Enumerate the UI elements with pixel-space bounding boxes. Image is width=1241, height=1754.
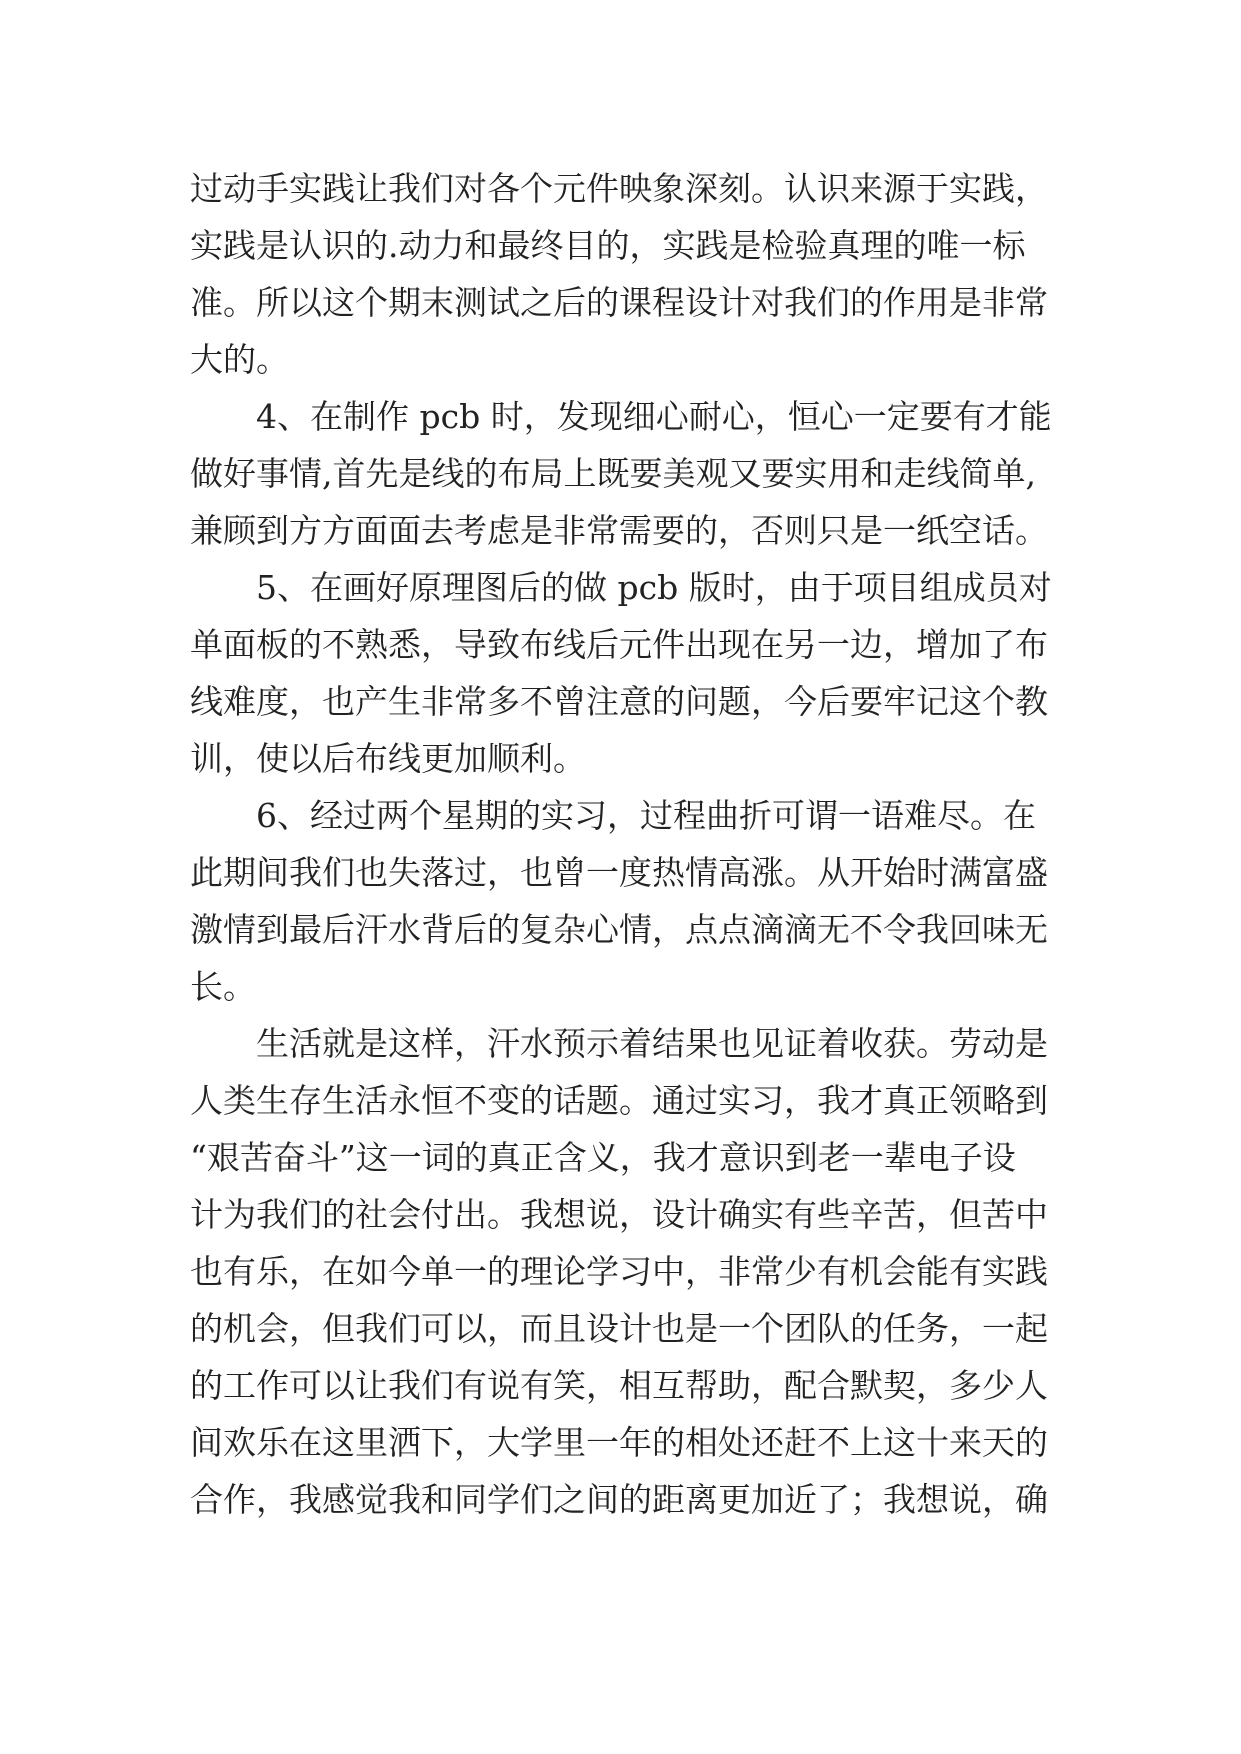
text-line: 大的。 bbox=[190, 340, 289, 379]
text-line: 线难度，也产生非常多不曾注意的问题，今后要牢记这个教 bbox=[190, 682, 1048, 721]
text-line: 人类生存生活永恒不变的话题。通过实习，我才真正领略到 bbox=[190, 1081, 1048, 1120]
paragraph-5-first-line: 5、在画好原理图后的做 pcb 版时，由于项目组成员对 bbox=[256, 568, 1052, 607]
text-line: 的工作可以让我们有说有笑，相互帮助，配合默契，多少人 bbox=[190, 1366, 1048, 1405]
document-body bbox=[190, 160, 1070, 1528]
text-line: 长。 bbox=[190, 967, 256, 1006]
text-line: 合作，我感觉我和同学们之间的距离更加近了；我想说，确 bbox=[190, 1480, 1048, 1519]
text-line: 激情到最后汗水背后的复杂心情，点点滴滴无不令我回味无 bbox=[190, 910, 1048, 949]
text-line: 实践是认识的.动力和最终目的，实践是检验真理的唯一标 bbox=[190, 226, 1026, 265]
text-line: 也有乐，在如今单一的理论学习中，非常少有机会能有实践 bbox=[190, 1252, 1048, 1291]
paragraph-conclusion-first-line: 生活就是这样，汗水预示着结果也见证着收获。劳动是 bbox=[256, 1024, 1048, 1063]
text-line: 做好事情,首先是线的布局上既要美观又要实用和走线简单, bbox=[190, 454, 1036, 493]
text-line: 间欢乐在这里洒下，大学里一年的相处还赶不上这十来天的 bbox=[190, 1423, 1048, 1462]
text-line: 过动手实践让我们对各个元件映象深刻。认识来源于实践， bbox=[190, 169, 1048, 208]
text-line: 训，使以后布线更加顺利。 bbox=[190, 739, 586, 778]
text-line: 此期间我们也失落过，也曾一度热情高涨。从开始时满富盛 bbox=[190, 853, 1048, 892]
paragraph-4-first-line: 4、在制作 pcb 时，发现细心耐心，恒心一定要有才能 bbox=[256, 397, 1052, 436]
text-line: 兼顾到方方面面去考虑是非常需要的，否则只是一纸空话。 bbox=[190, 511, 1048, 550]
text-line: 计为我们的社会付出。我想说，设计确实有些辛苦，但苦中 bbox=[190, 1195, 1048, 1234]
paragraph-6-first-line: 6、经过两个星期的实习，过程曲折可谓一语难尽。在 bbox=[256, 796, 1036, 835]
text-line: 的机会，但我们可以，而且设计也是一个团队的任务，一起 bbox=[190, 1309, 1048, 1348]
text-line: 准。所以这个期末测试之后的课程设计对我们的作用是非常 bbox=[190, 283, 1048, 322]
text-line: 单面板的不熟悉，导致布线后元件出现在另一边，增加了布 bbox=[190, 625, 1048, 664]
text-line: “艰苦奋斗”这一词的真正含义，我才意识到老一辈电子设 bbox=[190, 1138, 1016, 1177]
